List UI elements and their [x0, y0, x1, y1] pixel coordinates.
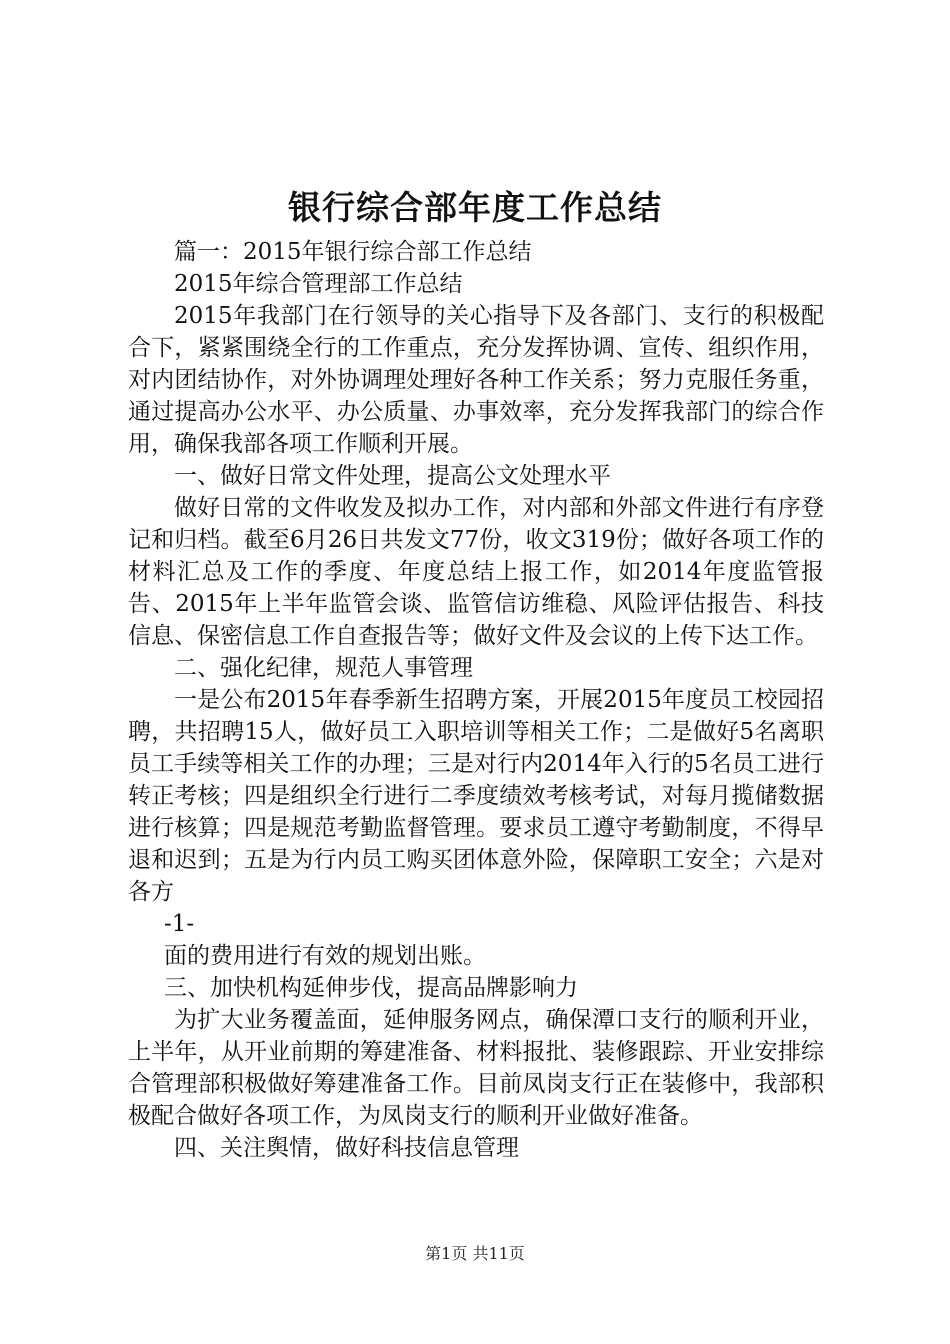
- paragraph: 2015年我部门在行领导的关心指导下及各部门、支行的积极配合下，紧紧围绕全行的工作重点，充分发挥协调、宣传、组织作用，对内团结协作，对外协调理处理好各种工作关系；努力克服任务重，通过提高办公水平、办公质量、办事效率，充分发挥我部门的综合作用，确保我部各项工作顺利开展。: [128, 303, 824, 457]
- paragraph: 面的费用进行有效的规划出账。: [164, 943, 486, 969]
- inline-page-number: -1-: [164, 911, 195, 937]
- paragraph: 一是公布2015年春季新生招聘方案，开展2015年度员工校园招聘，共招聘15人，做好员工入职培训等相关工作；二是做好5名离职员工手续等相关工作的办理；三是对行内2014年入行的5名员工进行转正考核；四是组织全行进行二季度绩效考核考试，对每月揽储数据进行核算；四是规范考勤监督管理。要求员工遵守考勤制度，不得早退和迟到；五是为行内员工购买团体意外险，保障职工安全；六是对各方: [128, 687, 824, 905]
- paragraph: 为扩大业务覆盖面，延伸服务网点，确保潭口支行的顺利开业，上半年，从开业前期的筹建准备、材料报批、装修跟踪、开业安排综合管理部积极做好筹建准备工作。目前凤岗支行正在装修中，我部积极配合做好各项工作，为凤岗支行的顺利开业做好准备。: [128, 1007, 824, 1129]
- section-heading: 一、做好日常文件处理，提高公文处理水平: [174, 463, 611, 489]
- section-heading: 二、强化纪律，规范人事管理: [174, 655, 473, 681]
- section-heading: 三、加快机构延伸步伐，提高品牌影响力: [164, 975, 578, 1001]
- document-title: 银行综合部年度工作总结: [288, 188, 662, 227]
- subtitle: 2015年综合管理部工作总结: [174, 271, 463, 297]
- document-body: [128, 236, 824, 1164]
- page-footer: 第1页 共11页: [425, 1244, 525, 1263]
- paragraph: 做好日常的文件收发及拟办工作，对内部和外部文件进行有序登记和归档。截至6月26日共发文77份，收文319份；做好各项工作的材料汇总及工作的季度、年度总结上报工作，如2014年度监管报告、2015年上半年监管会谈、监管信访维稳、风险评估报告、科技信息、保密信息工作自查报告等；做好文件及会议的上传下达工作。: [128, 495, 824, 649]
- section-label: 篇一：2015年银行综合部工作总结: [174, 239, 532, 265]
- section-heading: 四、关注舆情，做好科技信息管理: [174, 1135, 519, 1161]
